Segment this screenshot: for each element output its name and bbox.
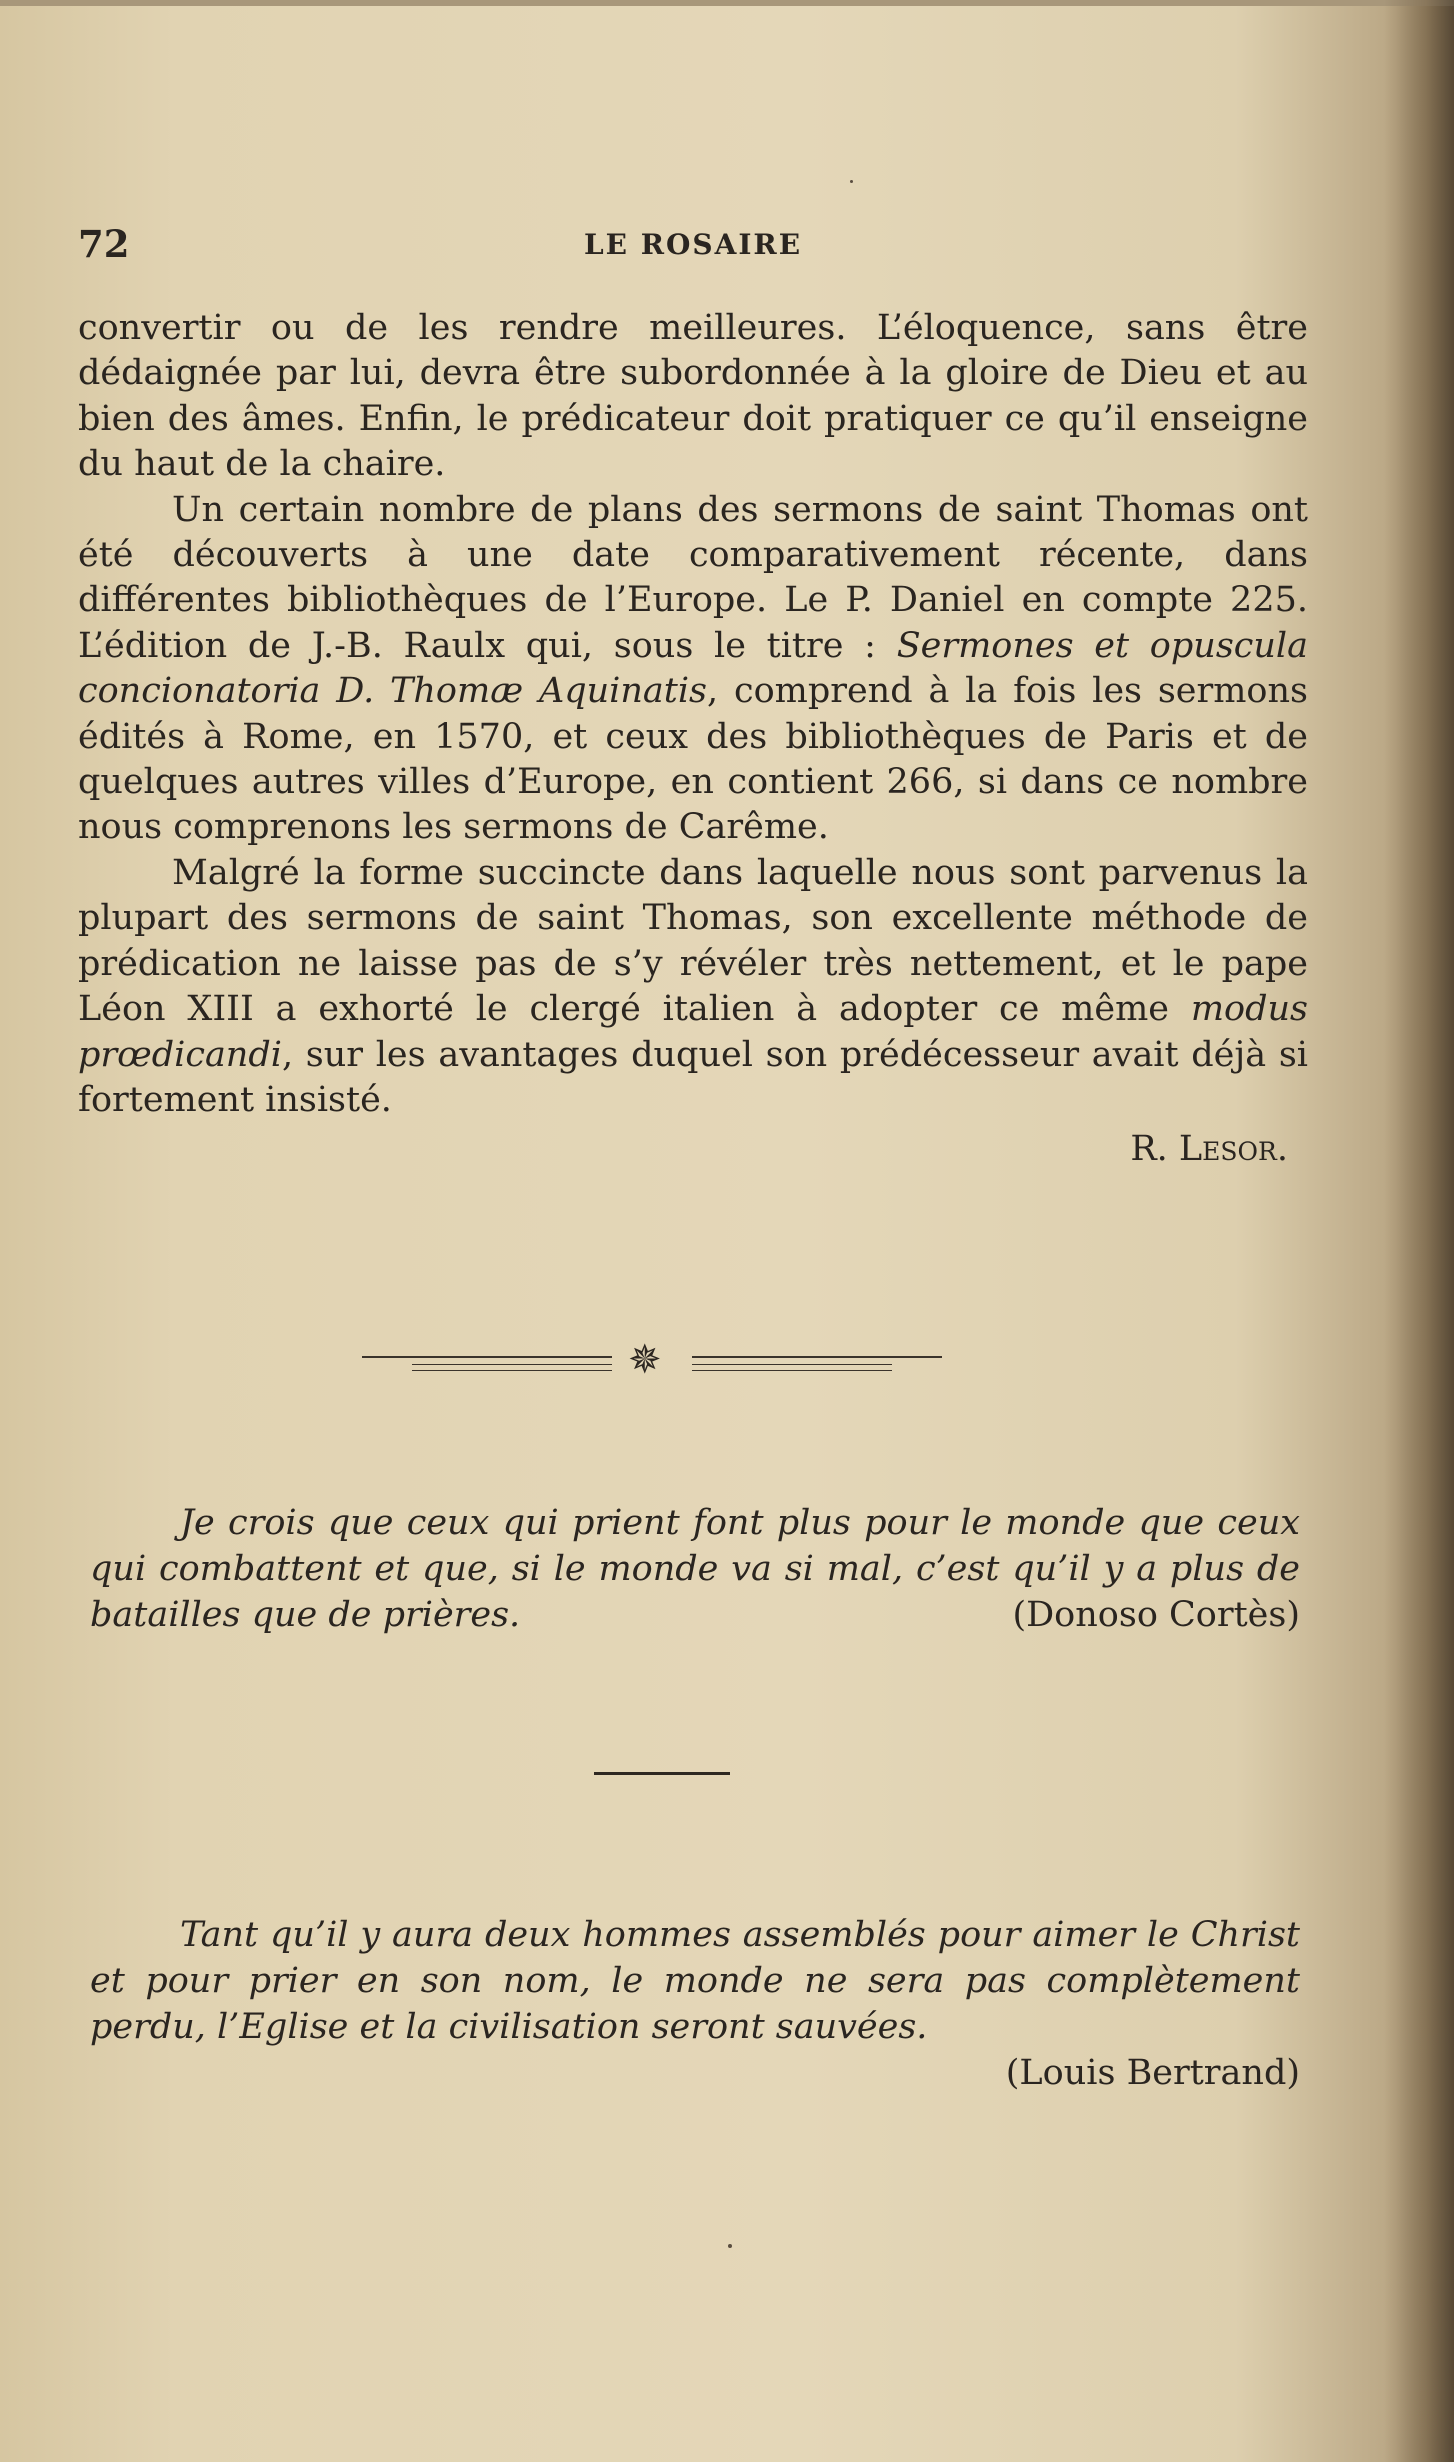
latin-term: modus prœdicandi [78, 989, 1308, 1075]
quote-1-body: Je crois que ceux qui prient font plus pour le monde que ceux qui combattent et que, si le monde va si mal, c’est qu’il y a plus de batailles que de prières. [90, 1503, 1300, 1635]
work-title: Sermones et opuscula concionatoria D. Thomæ Aquinatis [78, 625, 1308, 712]
ornament-rule-left-inner [412, 1364, 612, 1365]
paragraph-2 [78, 488, 1308, 851]
ornament-star-icon: ✵ [628, 1337, 662, 1383]
section-ornament [362, 1334, 942, 1388]
quote-1-attribution: (Donoso Cortès) [1012, 1595, 1300, 1635]
separator-rule [594, 1772, 730, 1775]
page-top-edge [0, 0, 1454, 6]
paragraph-2-text-b: , comprend à la fois les sermons édités à Rome, en 1570, et ceux des bibliothèques de Paris et de quelques autres villes d’Europe, en contient 266, si dans ce nombre nous comprenons les sermons de Carême. [78, 671, 1309, 848]
paragraph-2-text-a: Un certain nombre de plans des sermons de saint Thomas ont été découverts à une date comparativement récente, dans différentes bibliothèques de l’Europe. Le P. Daniel en compte 225. L’édition de J.-B. Raulx qui, sous le titre : [78, 489, 1308, 666]
book-gutter-shadow [1384, 0, 1454, 2462]
ornament-rule-right [692, 1356, 942, 1358]
quote-2-text [90, 1912, 1300, 2093]
ornament-rule-right-inner [692, 1364, 892, 1365]
paragraph-3-text-b: , sur les avantages duquel son prédécesseur avait déjà si fortement insisté. [78, 1034, 1308, 1120]
quote-louis-bertrand [90, 1912, 1300, 2096]
quote-2-body: Tant qu’il y aura deux hommes assemblés pour aimer le Christ et pour prier en son nom, le monde ne sera pas complètement perdu, l’Eglise et la civilisation seront sauvées. [90, 1915, 1300, 2047]
quote-donoso-cortes [90, 1500, 1300, 1638]
paragraph-3-text-a: Malgré la forme succincte dans laquelle nous sont parvenus la plupart des sermons de saint Thomas, son excellente méthode de prédication ne laisse pas de s’y révéler très nettement, et le pape Léon XIII a exhorté le clergé italien à adopter ce même [78, 852, 1308, 1030]
ornament-rule-right-lower [692, 1370, 892, 1371]
paper-speck [728, 2244, 732, 2248]
running-title: LE ROSAIRE [583, 228, 803, 261]
page-number: 72 [78, 222, 130, 266]
paragraph-1: convertir ou de les rendre meilleures. L’éloquence, sans être dédaignée par lui, devra être subordonnée à la gloire de Dieu et au bien des âmes. Enfin, le prédicateur doit pratiquer ce qu’il enseigne du haut de la chaire. [78, 308, 1308, 485]
author-signature: R. Lesor. [1130, 1129, 1288, 1170]
paper-speck [850, 180, 853, 183]
quote-1-text [90, 1500, 1300, 1638]
ornament-rule-left-lower [412, 1370, 612, 1371]
ornament-rule-left [362, 1356, 612, 1358]
quote-2-attribution: (Louis Bertrand) [1005, 2053, 1300, 2093]
paragraph-3 [78, 851, 1308, 1123]
page-header [78, 222, 1308, 266]
article-body [78, 306, 1308, 1172]
